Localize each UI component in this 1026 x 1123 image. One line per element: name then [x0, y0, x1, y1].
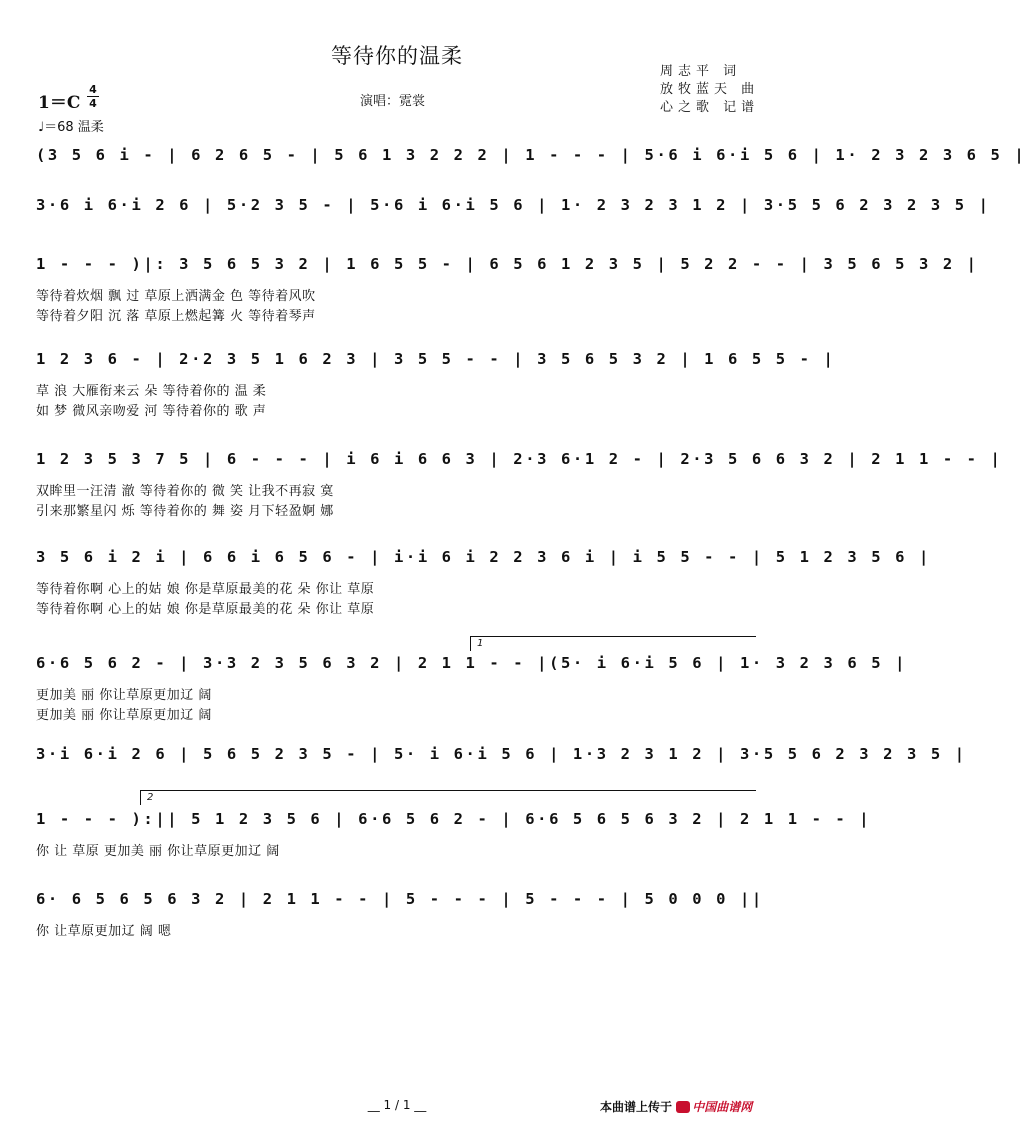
notation-line: 1 - - - ):|| 5 1 2 3 5 6 | 6·6 5 6 2 - | 6·6 5 6 5 6 3 2 | 2 1 1 - - | [36, 810, 872, 828]
score-row [36, 255, 979, 279]
notation-line: 3·i 6·i 2 6 | 5 6 5 2 3 5 - | 5· i 6·i 5 6 | 1·3 2 3 1 2 | 3·5 5 6 2 3 2 3 5 | [36, 745, 967, 763]
score-row [36, 450, 1003, 474]
lyric-line: 你 让 草原 更加美 丽 你让草原更加辽 阔 [36, 844, 280, 859]
transcriber-credit: 心之歌 记谱 [660, 100, 760, 115]
notation-line: 1 2 3 6 - | 2·2 3 5 1 6 2 3 | 3 5 5 - - | 3 5 6 5 3 2 | 1 6 5 5 - | [36, 350, 836, 368]
lyric-line: 等待着夕阳 沉 落 草原上燃起篝 火 等待着琴声 [36, 309, 316, 324]
second-ending-number: 2 [147, 792, 154, 803]
notation-line: 3·6 i 6·i 2 6 | 5·2 3 5 - | 5·6 i 6·i 5 6 | 1· 2 3 2 3 1 2 | 3·5 5 6 2 3 2 3 5 | [36, 196, 991, 214]
notation-line: 1 - - - )|: 3 5 6 5 3 2 | 1 6 5 5 - | 6 5 6 1 2 3 5 | 5 2 2 - - | 3 5 6 5 3 2 | [36, 255, 979, 273]
lyric-line: 更加美 丽 你让草原更加辽 阔 [36, 688, 212, 703]
score-row [36, 810, 872, 834]
lyric-line: 草 浪 大雁衔来云 朵 等待着你的 温 柔 [36, 384, 267, 399]
score-row [36, 745, 967, 769]
score-row [36, 350, 836, 374]
time-signature [87, 84, 99, 109]
lyric-line: 双眸里一汪清 澈 等待着你的 微 笑 让我不再寂 寞 [36, 484, 334, 499]
lyric-line: 引来那繁星闪 烁 等待着你的 舞 姿 月下轻盈婀 娜 [36, 504, 334, 519]
notation-line: 6·6 5 6 2 - | 3·3 2 3 5 6 3 2 | 2 1 1 - - |(5· i 6·i 5 6 | 1· 3 2 3 6 5 | [36, 654, 908, 672]
lyric-line: 等待着你啊 心上的姑 娘 你是草原最美的花 朵 你让 草原 [36, 582, 375, 597]
lyric-line: 如 梦 微风亲吻爱 河 等待着你的 歌 声 [36, 404, 267, 419]
first-ending-number: 1 [477, 638, 484, 649]
page-number: __ 1 / 1 __ [367, 1098, 427, 1112]
meter-top: 4 [89, 83, 97, 96]
composer-credit: 放牧蓝天 曲 [660, 82, 760, 97]
site-logo-icon [676, 1101, 690, 1113]
meter-bottom: 4 [89, 97, 97, 110]
lyric-line: 等待着炊烟 飘 过 草原上洒满金 色 等待着风吹 [36, 289, 316, 304]
score-row [36, 146, 1026, 170]
lyric-line: 更加美 丽 你让草原更加辽 阔 [36, 708, 212, 723]
upload-source [600, 1098, 752, 1115]
lyric-line: 等待着你啊 心上的姑 娘 你是草原最美的花 朵 你让 草原 [36, 602, 375, 617]
score-row [36, 196, 991, 220]
notation-line: (3 5 6 i - | 6 2 6 5 - | 5 6 1 3 2 2 2 | 1 - - - | 5·6 i 6·i 5 6 | 1· 2 3 2 3 6 5 | [36, 146, 1026, 164]
notation-line: 3 5 6 i 2 i | 6 6 i 6 5 6 - | i·i 6 i 2 2 3 6 i | i 5 5 - - | 5 1 2 3 5 6 | [36, 548, 931, 566]
upload-source-text: 本曲谱上传于 [600, 1100, 673, 1114]
second-ending-bracket [140, 790, 756, 805]
notation-line: 6· 6 5 6 5 6 3 2 | 2 1 1 - - | 5 - - - | 5 - - - | 5 0 0 0 || [36, 890, 764, 908]
first-ending-bracket [470, 636, 756, 651]
tempo-marking: ♩＝68 温柔 [38, 120, 104, 135]
song-title: 等待你的温柔 [331, 44, 463, 68]
lyricist-credit: 周志平 词 [660, 64, 742, 79]
singer-credit: 演唱：霓裳 [360, 94, 426, 109]
notation-line: 1 2 3 5 3 7 5 | 6 - - - | i 6 i 6 6 3 | 2·3 6·1 2 - | 2·3 5 6 6 3 2 | 2 1 1 - - | [36, 450, 1003, 468]
score-row [36, 654, 908, 678]
score-row [36, 548, 931, 572]
score-row [36, 890, 764, 914]
key-signature: 1＝C [38, 93, 81, 113]
site-name: 中国曲谱网 [692, 1100, 753, 1114]
lyric-line: 你 让草原更加辽 阔 嗯 [36, 924, 172, 939]
